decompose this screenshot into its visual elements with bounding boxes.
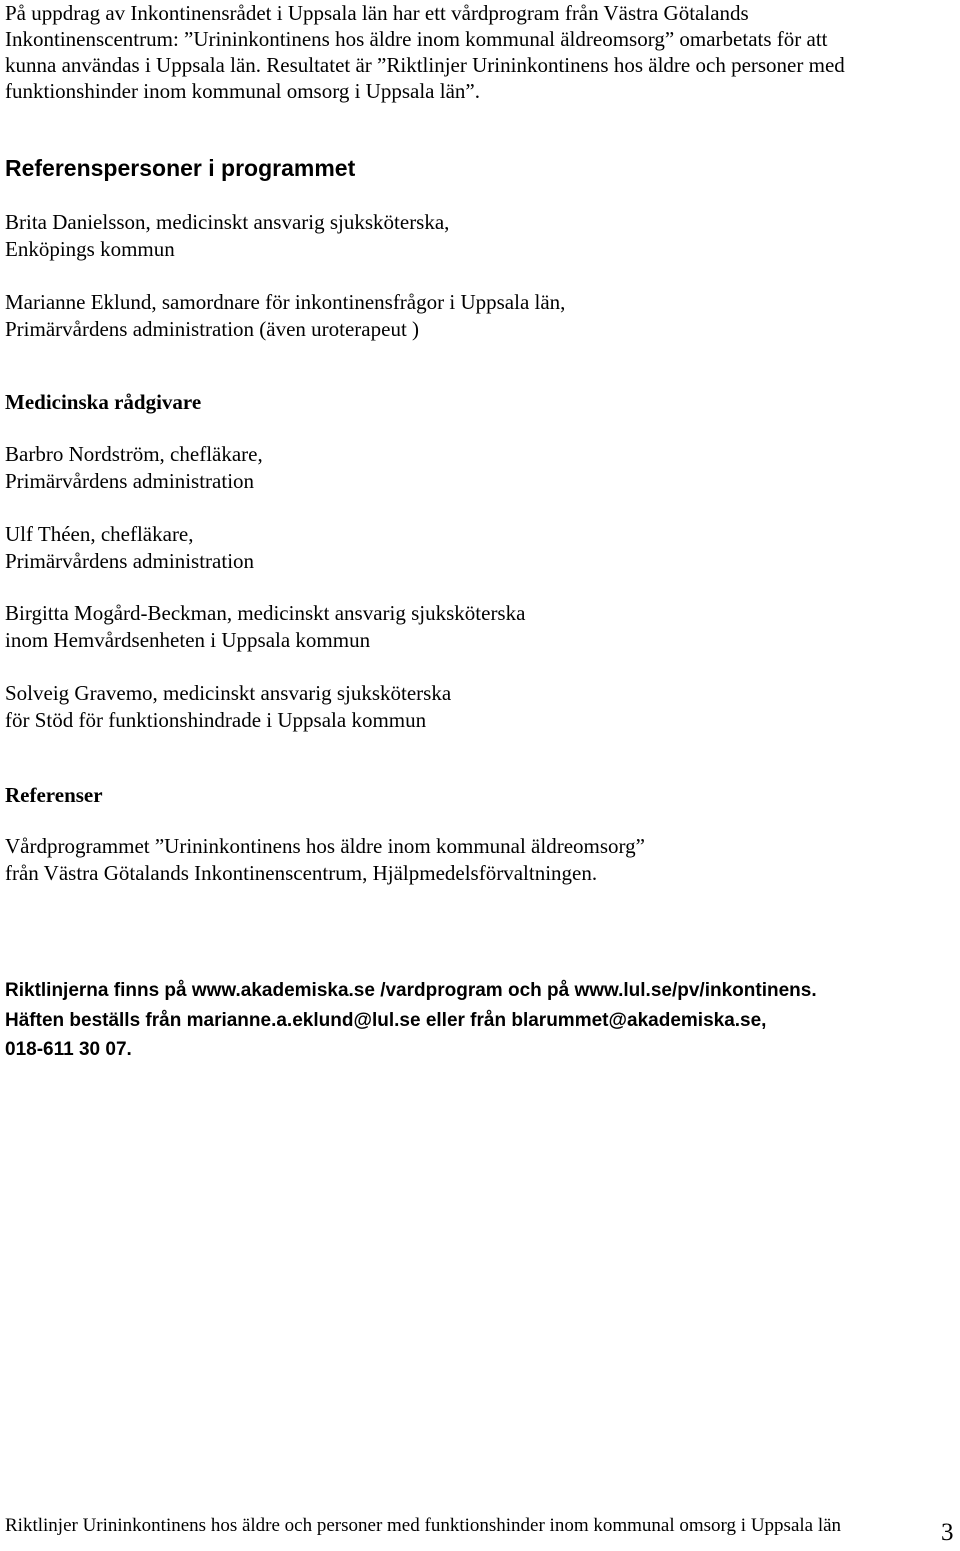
availability-notice: [5, 976, 817, 1065]
person-name-role: Ulf Théen, chefläkare,: [5, 522, 194, 546]
notice-line: 018-611 30 07.: [5, 1039, 132, 1060]
advisor-entry: [5, 521, 254, 574]
intro-line: På uppdrag av Inkontinensrådet i Uppsala län har ett vårdprogram från Västra Götalands: [5, 1, 749, 25]
reference-title: Vårdprogrammet ”Urininkontinens hos äldre inom kommunal äldreomsorg”: [5, 834, 645, 858]
references-entry: [5, 833, 645, 886]
reference-source: från Västra Götalands Inkontinenscentrum, Hjälpmedelsförvaltningen.: [5, 860, 598, 885]
person-name-role: Marianne Eklund, samordnare för inkontinensfrågor i Uppsala län,: [5, 290, 566, 314]
person-organization: Primärvårdens administration: [5, 548, 255, 573]
notice-line: Häften beställs från marianne.a.eklund@lul.se eller från blarummet@akademiska.se,: [5, 1009, 767, 1031]
person-name-role: Birgitta Mogård-Beckman, medicinskt ansvarig sjuksköterska: [5, 601, 526, 625]
person-organization: Enköpings kommun: [5, 236, 175, 261]
intro-paragraph: [5, 0, 950, 104]
medical-advisors-heading: Medicinska rådgivare: [5, 390, 202, 414]
page-number: 3: [941, 1519, 954, 1546]
person-organization: inom Hemvårdsenheten i Uppsala kommun: [5, 627, 371, 652]
intro-line: Inkontinenscentrum: ”Urininkontinens hos äldre inom kommunal äldreomsorg” omarbetats för att: [5, 27, 828, 51]
references-heading: Referenser: [5, 783, 103, 807]
footer-title: Riktlinjer Urininkontinens hos äldre och personer med funktionshinder inom kommunal omsorg i Uppsala län: [5, 1515, 842, 1536]
advisor-entry: [5, 600, 525, 653]
advisor-entry: [5, 680, 451, 733]
person-name-role: Solveig Gravemo, medicinskt ansvarig sjuksköterska: [5, 681, 452, 705]
intro-line: funktionshinder inom kommunal omsorg i Uppsala län”.: [5, 79, 480, 103]
intro-line: kunna användas i Uppsala län. Resultatet är ”Riktlinjer Urininkontinens hos äldre och personer med: [5, 53, 845, 77]
person-organization: Primärvårdens administration (även uroterapeut ): [5, 316, 420, 341]
advisor-entry: [5, 441, 263, 494]
reference-person-entry: [5, 289, 565, 342]
person-organization: Primärvårdens administration: [5, 468, 255, 493]
person-name-role: Brita Danielsson, medicinskt ansvarig sjuksköterska,: [5, 210, 450, 234]
document-page: [5, 0, 955, 1551]
reference-person-entry: [5, 209, 449, 262]
person-organization: för Stöd för funktionshindrade i Uppsala kommun: [5, 707, 427, 732]
person-name-role: Barbro Nordström, chefläkare,: [5, 442, 263, 466]
reference-persons-heading: Referenspersoner i programmet: [5, 155, 356, 181]
notice-line: Riktlinjerna finns på www.akademiska.se /vardprogram och på www.lul.se/pv/inkontinens.: [5, 980, 817, 1001]
